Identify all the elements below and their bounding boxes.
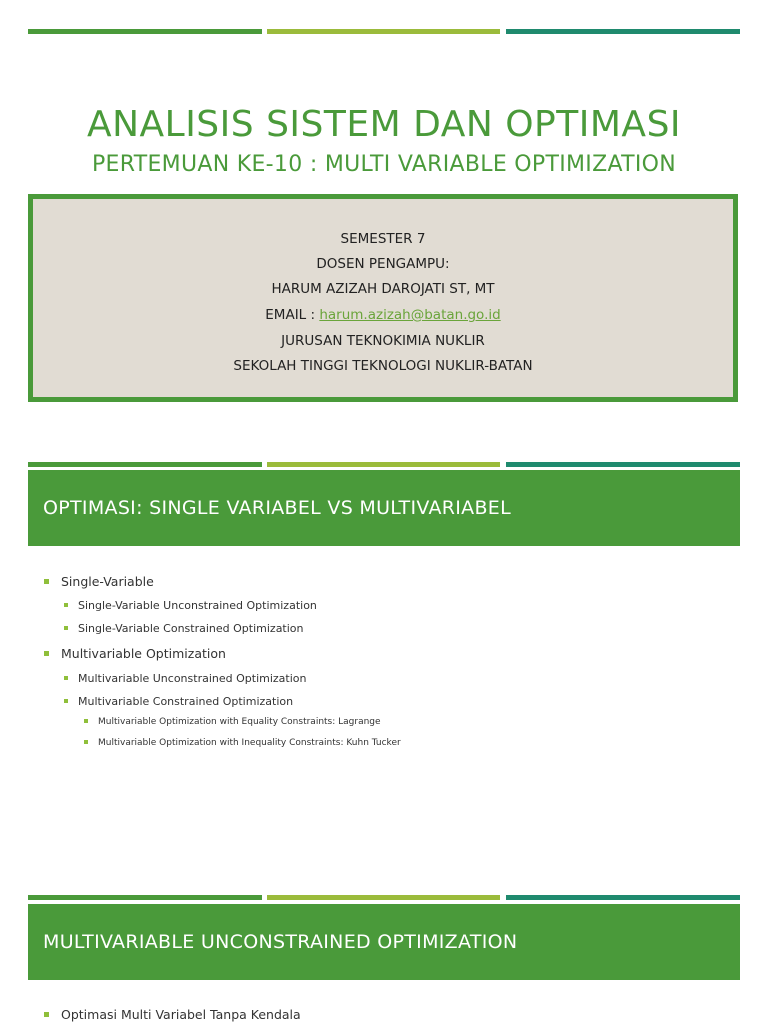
list-item-label: Multivariable Constrained Optimization — [78, 695, 294, 708]
email-link[interactable]: harum.azizah@batan.go.id — [319, 307, 501, 323]
accent-segment-teal — [506, 29, 740, 34]
jurusan-text: JURUSAN TEKNOKIMIA NUKLIR — [281, 333, 485, 349]
slide1-subtitle: PERTEMUAN KE-10 : MULTI VARIABLE OPTIMIZATION — [91, 152, 677, 177]
accent-segment-light-green — [267, 895, 500, 900]
email-label: EMAIL : — [265, 307, 320, 323]
slide2-accent-bar — [28, 462, 740, 467]
accent-segment-dark-green — [28, 895, 262, 900]
list-item — [64, 695, 293, 708]
email-line — [33, 307, 733, 323]
slide2-header — [28, 470, 740, 546]
bullet-square-icon — [84, 719, 88, 723]
bullet-square-icon — [64, 603, 68, 607]
list-item-label: Multivariable Optimization — [61, 646, 226, 661]
list-item-label: Single-Variable Constrained Optimization — [78, 622, 304, 635]
list-item-label: Multivariable Optimization with Inequality Constraints: Kuhn Tucker — [98, 738, 401, 748]
bullet-square-icon — [64, 626, 68, 630]
sekolah-text: SEKOLAH TINGGI TEKNOLOGI NUKLIR-BATAN — [233, 358, 533, 374]
accent-segment-dark-green — [28, 462, 262, 467]
accent-segment-light-green — [267, 29, 500, 34]
list-item — [64, 622, 304, 635]
accent-segment-dark-green — [28, 29, 262, 34]
list-item-label: Single-Variable Unconstrained Optimization — [78, 599, 317, 612]
list-item — [64, 672, 306, 685]
bullet-square-icon — [44, 1012, 49, 1017]
list-item — [64, 599, 317, 612]
dosen-label: DOSEN PENGAMPU: — [316, 256, 450, 272]
list-item — [84, 738, 401, 748]
slide1-accent-bar — [28, 29, 740, 34]
list-item — [44, 574, 154, 589]
slide2-header-text: OPTIMASI: SINGLE VARIABEL VS MULTIVARIABEL — [43, 497, 511, 519]
list-item-label: Multivariable Unconstrained Optimization — [78, 672, 307, 685]
bullet-square-icon — [64, 699, 68, 703]
list-item — [44, 1007, 301, 1022]
slide1-info-box — [28, 194, 738, 402]
accent-segment-teal — [506, 462, 740, 467]
dosen-name: HARUM AZIZAH DAROJATI ST, MT — [271, 281, 495, 297]
slide3-header — [28, 904, 740, 980]
slide3-accent-bar — [28, 895, 740, 900]
slide1-title: ANALISIS SISTEM DAN OPTIMASI — [86, 104, 682, 145]
bullet-square-icon — [64, 676, 68, 680]
list-item — [84, 717, 381, 727]
bullet-square-icon — [84, 740, 88, 744]
list-item-label: Multivariable Optimization with Equality Constraints: Lagrange — [98, 717, 381, 727]
bullet-square-icon — [44, 651, 49, 656]
accent-segment-teal — [506, 895, 740, 900]
slide3-header-text: MULTIVARIABLE UNCONSTRAINED OPTIMIZATION — [43, 931, 518, 953]
bullet-square-icon — [44, 579, 49, 584]
list-item-label: Optimasi Multi Variabel Tanpa Kendala — [61, 1007, 301, 1022]
semester-text: SEMESTER 7 — [340, 231, 426, 247]
accent-segment-light-green — [267, 462, 500, 467]
list-item-label: Single-Variable — [61, 574, 154, 589]
list-item — [44, 646, 226, 661]
